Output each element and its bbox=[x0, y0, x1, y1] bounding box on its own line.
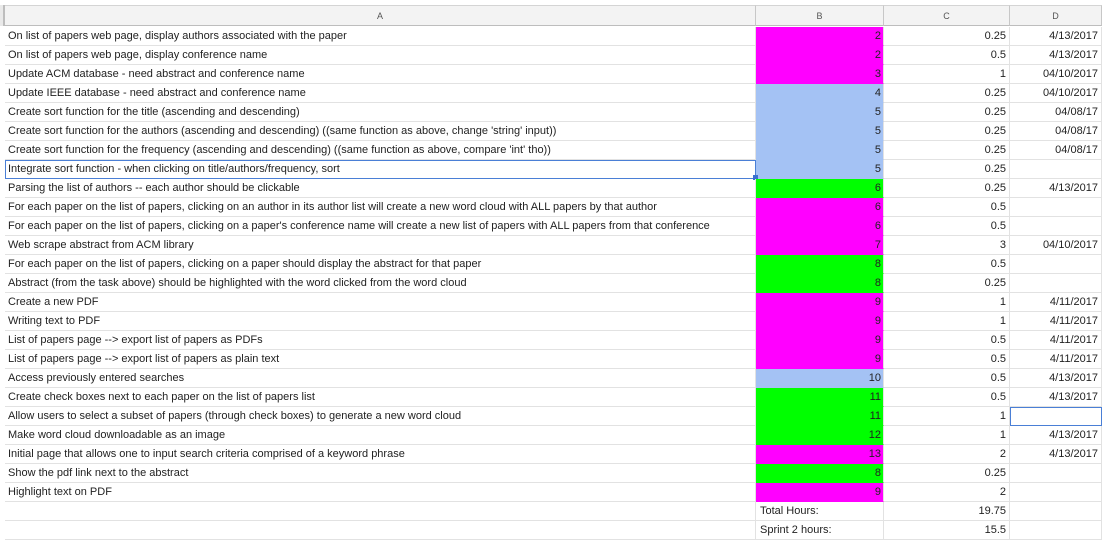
cell-d[interactable] bbox=[1010, 502, 1102, 521]
column-header-b[interactable]: B bbox=[756, 5, 884, 26]
table-row bbox=[5, 369, 1102, 388]
cell-a[interactable]: List of papers page --> export list of papers as PDFs bbox=[5, 331, 756, 350]
cell-a[interactable] bbox=[5, 521, 756, 540]
table-row bbox=[5, 179, 1102, 198]
cell-d[interactable] bbox=[1010, 198, 1102, 217]
cell-a[interactable]: Access previously entered searches bbox=[5, 369, 756, 388]
table-row bbox=[5, 293, 1102, 312]
table-row bbox=[5, 27, 1102, 46]
cell-c[interactable]: 0.25 bbox=[884, 141, 1010, 160]
cell-d[interactable]: 4/11/2017 bbox=[1010, 331, 1102, 350]
cell-c[interactable]: 0.5 bbox=[884, 46, 1010, 65]
table-row bbox=[5, 198, 1102, 217]
cell-a[interactable]: Create a new PDF bbox=[5, 293, 756, 312]
cell-b[interactable]: 6 bbox=[756, 217, 884, 236]
cell-d[interactable] bbox=[1010, 255, 1102, 274]
cell-d[interactable] bbox=[1010, 407, 1102, 426]
cell-b[interactable]: 9 bbox=[756, 483, 884, 502]
cell-a[interactable]: Initial page that allows one to input search criteria comprised of a keyword phrase bbox=[5, 445, 756, 464]
table-row bbox=[5, 464, 1102, 483]
cell-c[interactable]: 0.5 bbox=[884, 217, 1010, 236]
cell-c[interactable]: 0.5 bbox=[884, 331, 1010, 350]
cell-c[interactable]: 0.25 bbox=[884, 27, 1010, 46]
cell-b[interactable]: 5 bbox=[756, 122, 884, 141]
cell-b[interactable]: 2 bbox=[756, 27, 884, 46]
cell-a[interactable]: Parsing the list of authors -- each author should be clickable bbox=[5, 179, 756, 198]
cell-c[interactable]: 15.5 bbox=[884, 521, 1010, 540]
table-row bbox=[5, 141, 1102, 160]
cell-c[interactable]: 0.25 bbox=[884, 160, 1010, 179]
cell-c[interactable]: 1 bbox=[884, 407, 1010, 426]
cell-c[interactable]: 0.5 bbox=[884, 388, 1010, 407]
cell-a[interactable]: Integrate sort function - when clicking on title/authors/frequency, sort bbox=[5, 160, 756, 179]
cell-d[interactable]: 4/13/2017 bbox=[1010, 388, 1102, 407]
cell-a[interactable] bbox=[5, 502, 756, 521]
cell-b[interactable]: 8 bbox=[756, 464, 884, 483]
cell-b[interactable]: Total Hours: bbox=[756, 502, 884, 521]
cell-a[interactable]: Writing text to PDF bbox=[5, 312, 756, 331]
table-row bbox=[5, 217, 1102, 236]
cell-a[interactable]: Web scrape abstract from ACM library bbox=[5, 236, 756, 255]
table-row bbox=[5, 426, 1102, 445]
cell-b[interactable]: 2 bbox=[756, 46, 884, 65]
cell-b[interactable]: 5 bbox=[756, 103, 884, 122]
cell-d[interactable]: 04/08/17 bbox=[1010, 122, 1102, 141]
cell-c[interactable]: 1 bbox=[884, 65, 1010, 84]
table-row bbox=[5, 312, 1102, 331]
cell-c[interactable]: 1 bbox=[884, 312, 1010, 331]
cell-c[interactable]: 0.5 bbox=[884, 369, 1010, 388]
cell-b[interactable]: 7 bbox=[756, 236, 884, 255]
cell-c[interactable]: 1 bbox=[884, 293, 1010, 312]
cell-d[interactable]: 4/13/2017 bbox=[1010, 445, 1102, 464]
table-row bbox=[5, 350, 1102, 369]
table-row bbox=[5, 483, 1102, 502]
cell-a[interactable]: On list of papers web page, display authors associated with the paper bbox=[5, 27, 756, 46]
cell-a[interactable]: For each paper on the list of papers, clicking on an author in its author list will create a new word cloud with ALL papers by that author bbox=[5, 198, 756, 217]
cell-a[interactable]: Update IEEE database - need abstract and conference name bbox=[5, 84, 756, 103]
table-row bbox=[5, 521, 1102, 540]
table-row bbox=[5, 160, 1102, 179]
table-row bbox=[5, 502, 1102, 521]
cell-c[interactable]: 0.5 bbox=[884, 255, 1010, 274]
cell-b[interactable]: 4 bbox=[756, 84, 884, 103]
table-row bbox=[5, 388, 1102, 407]
cell-d[interactable]: 4/11/2017 bbox=[1010, 350, 1102, 369]
cell-a[interactable]: Create sort function for the title (ascending and descending) bbox=[5, 103, 756, 122]
cell-d[interactable]: 4/13/2017 bbox=[1010, 27, 1102, 46]
cell-a[interactable]: Make word cloud downloadable as an image bbox=[5, 426, 756, 445]
column-header-a[interactable]: A bbox=[5, 5, 756, 26]
cell-d[interactable] bbox=[1010, 160, 1102, 179]
cell-a[interactable]: For each paper on the list of papers, clicking on a paper should display the abstract for that paper bbox=[5, 255, 756, 274]
cell-d[interactable]: 04/08/17 bbox=[1010, 103, 1102, 122]
table-row bbox=[5, 122, 1102, 141]
cell-c[interactable]: 0.5 bbox=[884, 198, 1010, 217]
cell-d[interactable]: 04/10/2017 bbox=[1010, 236, 1102, 255]
table-row bbox=[5, 103, 1102, 122]
cell-a[interactable]: List of papers page --> export list of papers as plain text bbox=[5, 350, 756, 369]
table-row bbox=[5, 274, 1102, 293]
table-row bbox=[5, 407, 1102, 426]
cell-d[interactable]: 4/13/2017 bbox=[1010, 46, 1102, 65]
cell-b[interactable]: 3 bbox=[756, 65, 884, 84]
cell-b[interactable]: Sprint 2 hours: bbox=[756, 521, 884, 540]
table-row bbox=[5, 46, 1102, 65]
cell-b[interactable]: 9 bbox=[756, 312, 884, 331]
cell-a[interactable]: Create check boxes next to each paper on the list of papers list bbox=[5, 388, 756, 407]
table-row bbox=[5, 255, 1102, 274]
cell-b[interactable]: 9 bbox=[756, 331, 884, 350]
cell-b[interactable]: 6 bbox=[756, 198, 884, 217]
cell-b[interactable]: 9 bbox=[756, 350, 884, 369]
cell-d[interactable] bbox=[1010, 217, 1102, 236]
cell-a[interactable]: Highlight text on PDF bbox=[5, 483, 756, 502]
table-row bbox=[5, 84, 1102, 103]
cell-d[interactable]: 04/08/17 bbox=[1010, 141, 1102, 160]
cell-c[interactable]: 0.25 bbox=[884, 103, 1010, 122]
table-row bbox=[5, 331, 1102, 350]
cell-b[interactable]: 10 bbox=[756, 369, 884, 388]
table-row bbox=[5, 445, 1102, 464]
cell-a[interactable]: On list of papers web page, display conference name bbox=[5, 46, 756, 65]
cell-c[interactable]: 19.75 bbox=[884, 502, 1010, 521]
table-row bbox=[5, 236, 1102, 255]
cell-a[interactable]: For each paper on the list of papers, clicking on a paper's conference name will create a new list of papers with ALL papers from that conference bbox=[5, 217, 756, 236]
cell-a[interactable]: Abstract (from the task above) should be highlighted with the word clicked from the word cloud bbox=[5, 274, 756, 293]
cell-a[interactable]: Create sort function for the authors (ascending and descending) ((same function as above, change 'string' input)) bbox=[5, 122, 756, 141]
cell-c[interactable]: 3 bbox=[884, 236, 1010, 255]
cell-a[interactable]: Update ACM database - need abstract and conference name bbox=[5, 65, 756, 84]
cell-b[interactable]: 9 bbox=[756, 293, 884, 312]
cell-d[interactable]: 4/11/2017 bbox=[1010, 293, 1102, 312]
cell-c[interactable]: 2 bbox=[884, 483, 1010, 502]
cell-d[interactable] bbox=[1010, 464, 1102, 483]
cell-b[interactable]: 8 bbox=[756, 274, 884, 293]
cell-b[interactable]: 11 bbox=[756, 388, 884, 407]
table-row bbox=[5, 65, 1102, 84]
cell-c[interactable]: 0.25 bbox=[884, 179, 1010, 198]
cell-b[interactable]: 5 bbox=[756, 160, 884, 179]
cell-d[interactable]: 4/13/2017 bbox=[1010, 426, 1102, 445]
cell-c[interactable]: 2 bbox=[884, 445, 1010, 464]
cell-d[interactable]: 4/13/2017 bbox=[1010, 179, 1102, 198]
cell-b[interactable]: 6 bbox=[756, 179, 884, 198]
cell-c[interactable]: 0.25 bbox=[884, 122, 1010, 141]
cell-d[interactable]: 04/10/2017 bbox=[1010, 84, 1102, 103]
column-header-c[interactable]: C bbox=[884, 5, 1010, 26]
cell-c[interactable]: 1 bbox=[884, 426, 1010, 445]
cell-c[interactable]: 0.25 bbox=[884, 464, 1010, 483]
cell-d[interactable]: 4/11/2017 bbox=[1010, 312, 1102, 331]
column-header-d[interactable]: D bbox=[1010, 5, 1102, 26]
cell-a[interactable]: Allow users to select a subset of papers (through check boxes) to generate a new word cloud bbox=[5, 407, 756, 426]
cell-c[interactable]: 0.5 bbox=[884, 350, 1010, 369]
cell-b[interactable]: 12 bbox=[756, 426, 884, 445]
cell-b[interactable]: 11 bbox=[756, 407, 884, 426]
cell-b[interactable]: 5 bbox=[756, 141, 884, 160]
cell-b[interactable]: 13 bbox=[756, 445, 884, 464]
cell-d[interactable]: 04/10/2017 bbox=[1010, 65, 1102, 84]
cell-d[interactable] bbox=[1010, 274, 1102, 293]
cell-c[interactable]: 0.25 bbox=[884, 274, 1010, 293]
cell-b[interactable]: 8 bbox=[756, 255, 884, 274]
cell-a[interactable]: Show the pdf link next to the abstract bbox=[5, 464, 756, 483]
cell-d[interactable] bbox=[1010, 483, 1102, 502]
cell-d[interactable]: 4/13/2017 bbox=[1010, 369, 1102, 388]
cell-a[interactable]: Create sort function for the frequency (ascending and descending) ((same function as above, compare 'int' tho)) bbox=[5, 141, 756, 160]
cell-d[interactable] bbox=[1010, 521, 1102, 540]
cell-c[interactable]: 0.25 bbox=[884, 84, 1010, 103]
